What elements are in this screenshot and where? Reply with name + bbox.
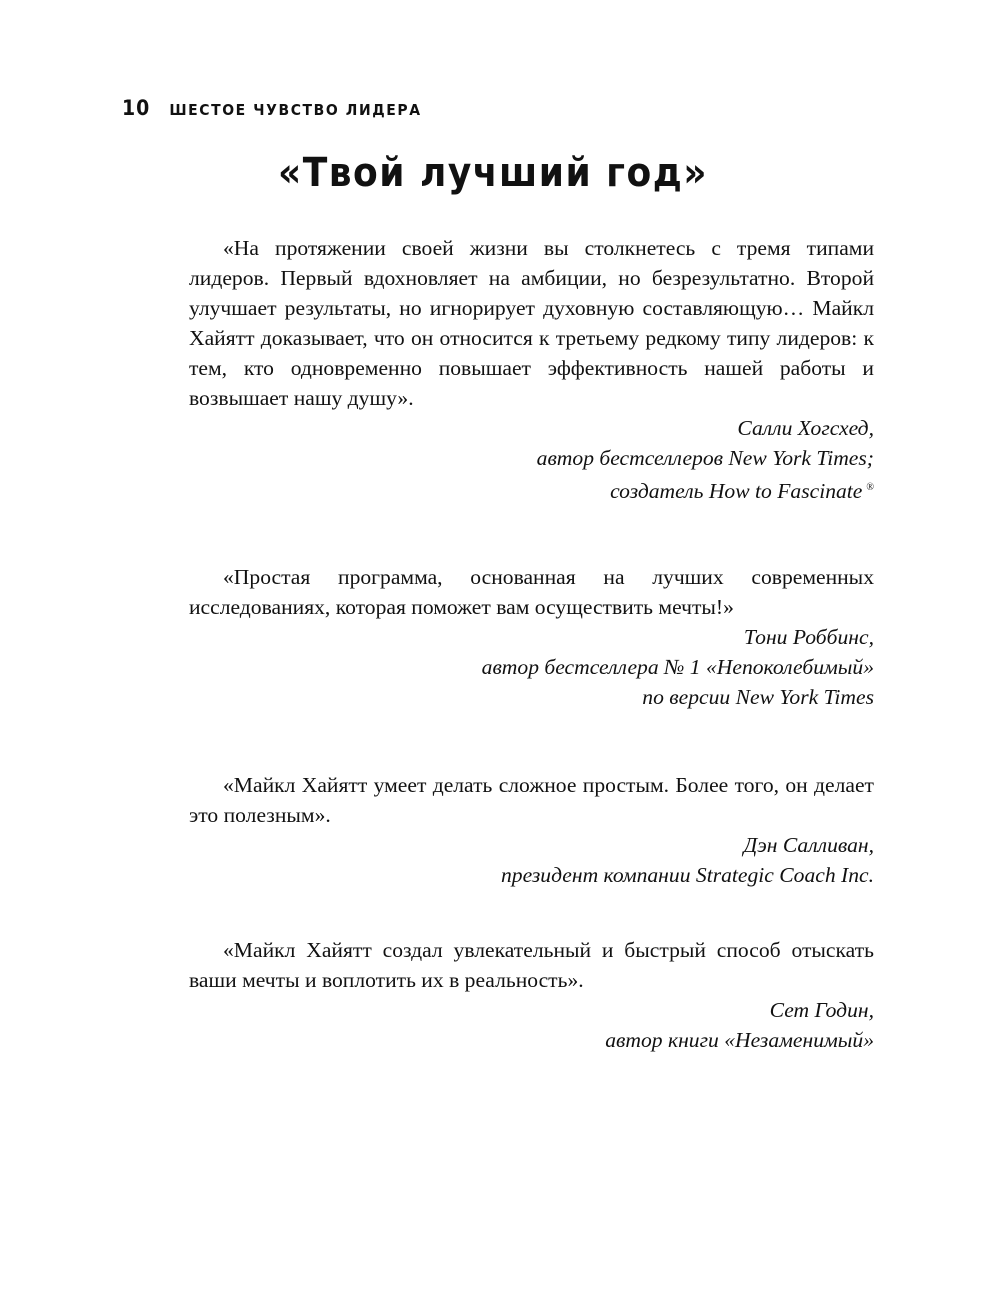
quote-author: Сет Годин, [769,998,874,1022]
quote-text: «На протяжении своей жизни вы столкнетесь с тремя типами лидеров. Первый вдохновляет на амбиции, но безрезультатно. Второй улучшает результаты, но игнорирует духовную составляющую… Майкл Хайятт доказывает, что он относится к третьему редкому типу лидеров: к тем, кто одновременно повышает эффективность нашей работы и возвышает нашу душу». [189,236,874,410]
quote-author-role: автор книги «Незаменимый» [605,1028,874,1052]
quote-attribution [189,622,874,712]
quote-author: Салли Хогсхед, [737,416,874,440]
quote-author-role: президент компании Strategic Coach Inc. [500,863,874,887]
quote-block [189,562,874,712]
quote-author-role: по версии New York Times [642,685,874,709]
quote-author: Дэн Салливан, [743,833,874,857]
registered-mark: ® [866,482,874,493]
quote-text: «Майкл Хайятт создал увлекательный и быстрый способ отыскать ваши мечты и воплотить их в реальность». [189,938,874,992]
quote-block [189,770,874,890]
page-number: 10 [122,96,151,120]
quote-block [189,233,874,506]
quote-attribution [189,995,874,1055]
quote-text: «Простая программа, основанная на лучших современных исследованиях, которая поможет вам осуществить мечты!» [189,565,874,619]
quote-text: «Майкл Хайятт умеет делать сложное простым. Более того, он делает это полезным». [189,773,874,827]
quote-attribution [189,413,874,506]
quote-author: Тони Роббинс, [743,625,874,649]
chapter-title: «Твой лучший год» [277,150,709,196]
quote-author-role: автор бестселлера № 1 «Непоколебимый» [481,655,874,679]
quote-author-role: автор бестселлеров New York Times; [536,446,874,470]
book-title: ШЕСТОЕ ЧУВСТВО ЛИДЕРА [169,101,422,119]
quote-attribution [189,830,874,890]
quote-author-role: создатель How to Fascinate ® [610,479,874,504]
running-header [122,96,422,120]
quote-block [189,935,874,1055]
